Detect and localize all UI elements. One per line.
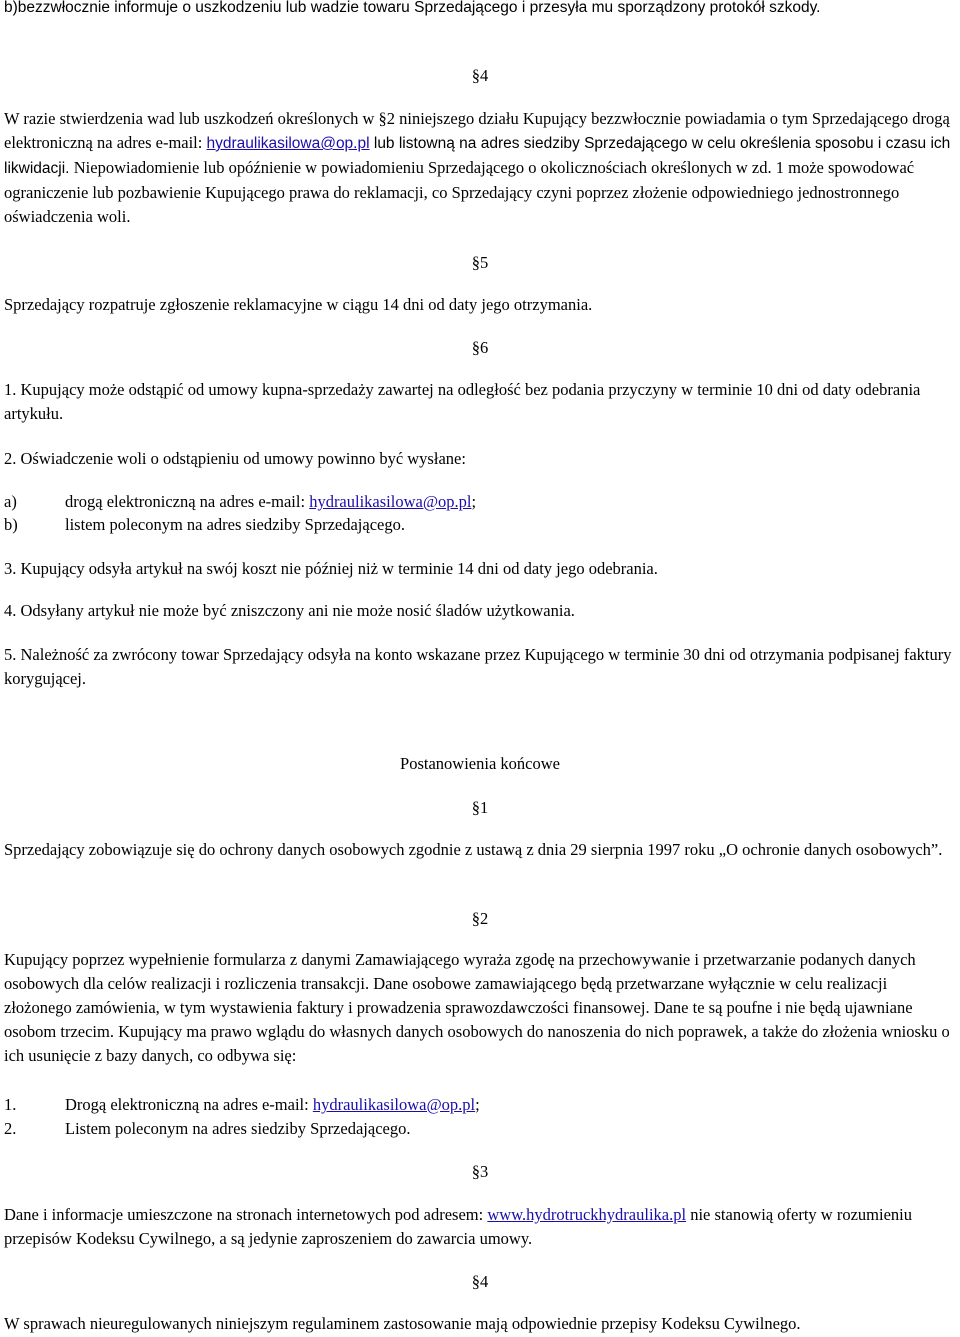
final-list-item-1 — [4, 1093, 944, 1117]
section-5-paragraph: Sprzedający rozpatruje zgłoszenie reklamacyjne w ciągu 14 dni od daty jego otrzymania. — [4, 295, 593, 314]
section-heading-5: §5 — [471, 253, 489, 272]
section-heading-6: §6 — [471, 338, 489, 357]
list-text: bezzwłocznie informuje o uszkodzeniu lub wadzie towaru Sprzedającego i przesyła mu sporządzony protokół szkody. — [17, 0, 821, 16]
section-6-list-item-b — [4, 513, 944, 537]
list-label: 1. — [4, 1095, 17, 1114]
final-heading-3: §3 — [471, 1162, 489, 1181]
final-heading-2: §2 — [471, 909, 489, 928]
list-label: a) — [4, 492, 17, 511]
section-4-paragraph — [4, 107, 956, 229]
section-6-point-3: 3. Kupujący odsyła artykuł na swój koszt nie później niż w terminie 14 dni od daty jego odebrania. — [4, 559, 658, 578]
list-label: b) — [4, 515, 18, 534]
email-link[interactable]: hydraulikasilowa@op.pl — [312, 1095, 476, 1114]
list-label: b) — [4, 0, 18, 16]
paragraph-text: Niepowiadomienie lub opóźnienie w powiadomieniu Sprzedającego o okolicznościach określonych w zd. — [73, 158, 776, 177]
paragraph-text: nie stanowią oferty w rozumieniu przepisów Kodeksu Cywilnego, a są jedynie zaproszeniem do zawarcia umowy. — [4, 1205, 912, 1248]
final-paragraph-2: Kupujący poprzez wypełnienie formularza z danymi Zamawiającego wyraża zgodę na przechowywanie i przetwarzanie podanych danych osobowych dla celów realizacji i rozliczenia transakcji. Dane osobowe zamawiającego będą przetwarzane wyłącznie w celu realizacji złożonego zamówienia, w tym wystawienia faktury i prowadzenia sprawozdawczości finansowej. Dane te są poufne i nie będą ujawniane osobom trzecim. Kupujący ma prawo wglądu do własnych danych osobowych do nanoszenia do nich poprawek, a także do złożenia wniosku o ich usunięcie z bazy danych, co odbywa się: — [4, 950, 950, 1065]
paragraph-text: W razie stwierdzenia wad lub uszkodzeń określonych w §2 niniejszego działu Kupujący bezzwłocznie powiadamia o tym Sprzedającego drogą elektroniczną na adres e-mail: — [4, 109, 950, 152]
final-paragraph-1: Sprzedający zobowiązuje się do ochrony danych osobowych zgodnie z ustawą z dnia 29 sierpnia 1997 roku „O ochronie danych osobowych”. — [4, 840, 943, 859]
section-6-point-5: 5. Należność za zwrócony towar Sprzedający odsyła na konto wskazane przez Kupującego w terminie 30 dni od otrzymania podpisanej faktury korygującej. — [4, 645, 952, 688]
final-provisions-title: Postanowienia końcowe — [400, 754, 560, 773]
list-label: 2. — [4, 1119, 17, 1138]
paragraph-text: 1 może spowodować ograniczenie lub pozbawienie Kupującego prawa do reklamacji, co Sprzedający czyni poprzez złożenie odpowiedniego jednostronnego oświadczenia woli. — [4, 158, 915, 226]
section-6-point-1: 1. Kupujący może odstąpić od umowy kupna-sprzedaży zawartej na odległość bez podania przyczyny w terminie 10 dni od daty odebrania artykułu. — [4, 380, 921, 423]
website-link[interactable]: www.hydrotruckhydraulika.pl — [487, 1205, 687, 1224]
final-paragraph-3 — [4, 1203, 956, 1251]
section-6-point-4: 4. Odsyłany artykuł nie może być zniszczony ani nie może nosić śladów użytkowania. — [4, 601, 575, 620]
section-6-list-item-a — [4, 490, 944, 514]
final-paragraph-4: W sprawach nieuregulowanych niniejszym regulaminem zastosowanie mają odpowiednie przepisy Kodeksu Cywilnego. — [4, 1314, 801, 1333]
email-link[interactable]: hydraulikasilowa@op.pl — [309, 492, 472, 511]
top-list-item-b — [4, 0, 960, 20]
final-heading-4: §4 — [471, 1272, 489, 1291]
paragraph-text: lub listowną na adres siedziby Sprzedającego w celu określenia sposobu i czasu ich likwidacji. — [4, 135, 951, 177]
list-text: Listem poleconym na adres siedziby Sprzedającego. — [65, 1119, 411, 1138]
list-text: Drogą elektroniczną na adres e-mail: — [65, 1095, 313, 1114]
list-text-end: ; — [471, 492, 477, 511]
list-text: listem poleconym na adres siedziby Sprzedającego. — [65, 515, 405, 534]
paragraph-text: Dane i informacje umieszczone na stronach internetowych pod adresem: — [4, 1205, 488, 1224]
section-6-point-2: 2. Oświadczenie woli o odstąpieniu od umowy powinno być wysłane: — [4, 449, 466, 468]
list-text: drogą elektroniczną na adres e-mail: — [65, 492, 310, 511]
list-text-end: ; — [475, 1095, 480, 1114]
final-list-item-2 — [4, 1117, 944, 1141]
final-heading-1: §1 — [471, 798, 489, 817]
email-link[interactable]: hydraulikasilowa@op.pl — [206, 135, 370, 152]
section-heading-4: §4 — [471, 66, 489, 85]
